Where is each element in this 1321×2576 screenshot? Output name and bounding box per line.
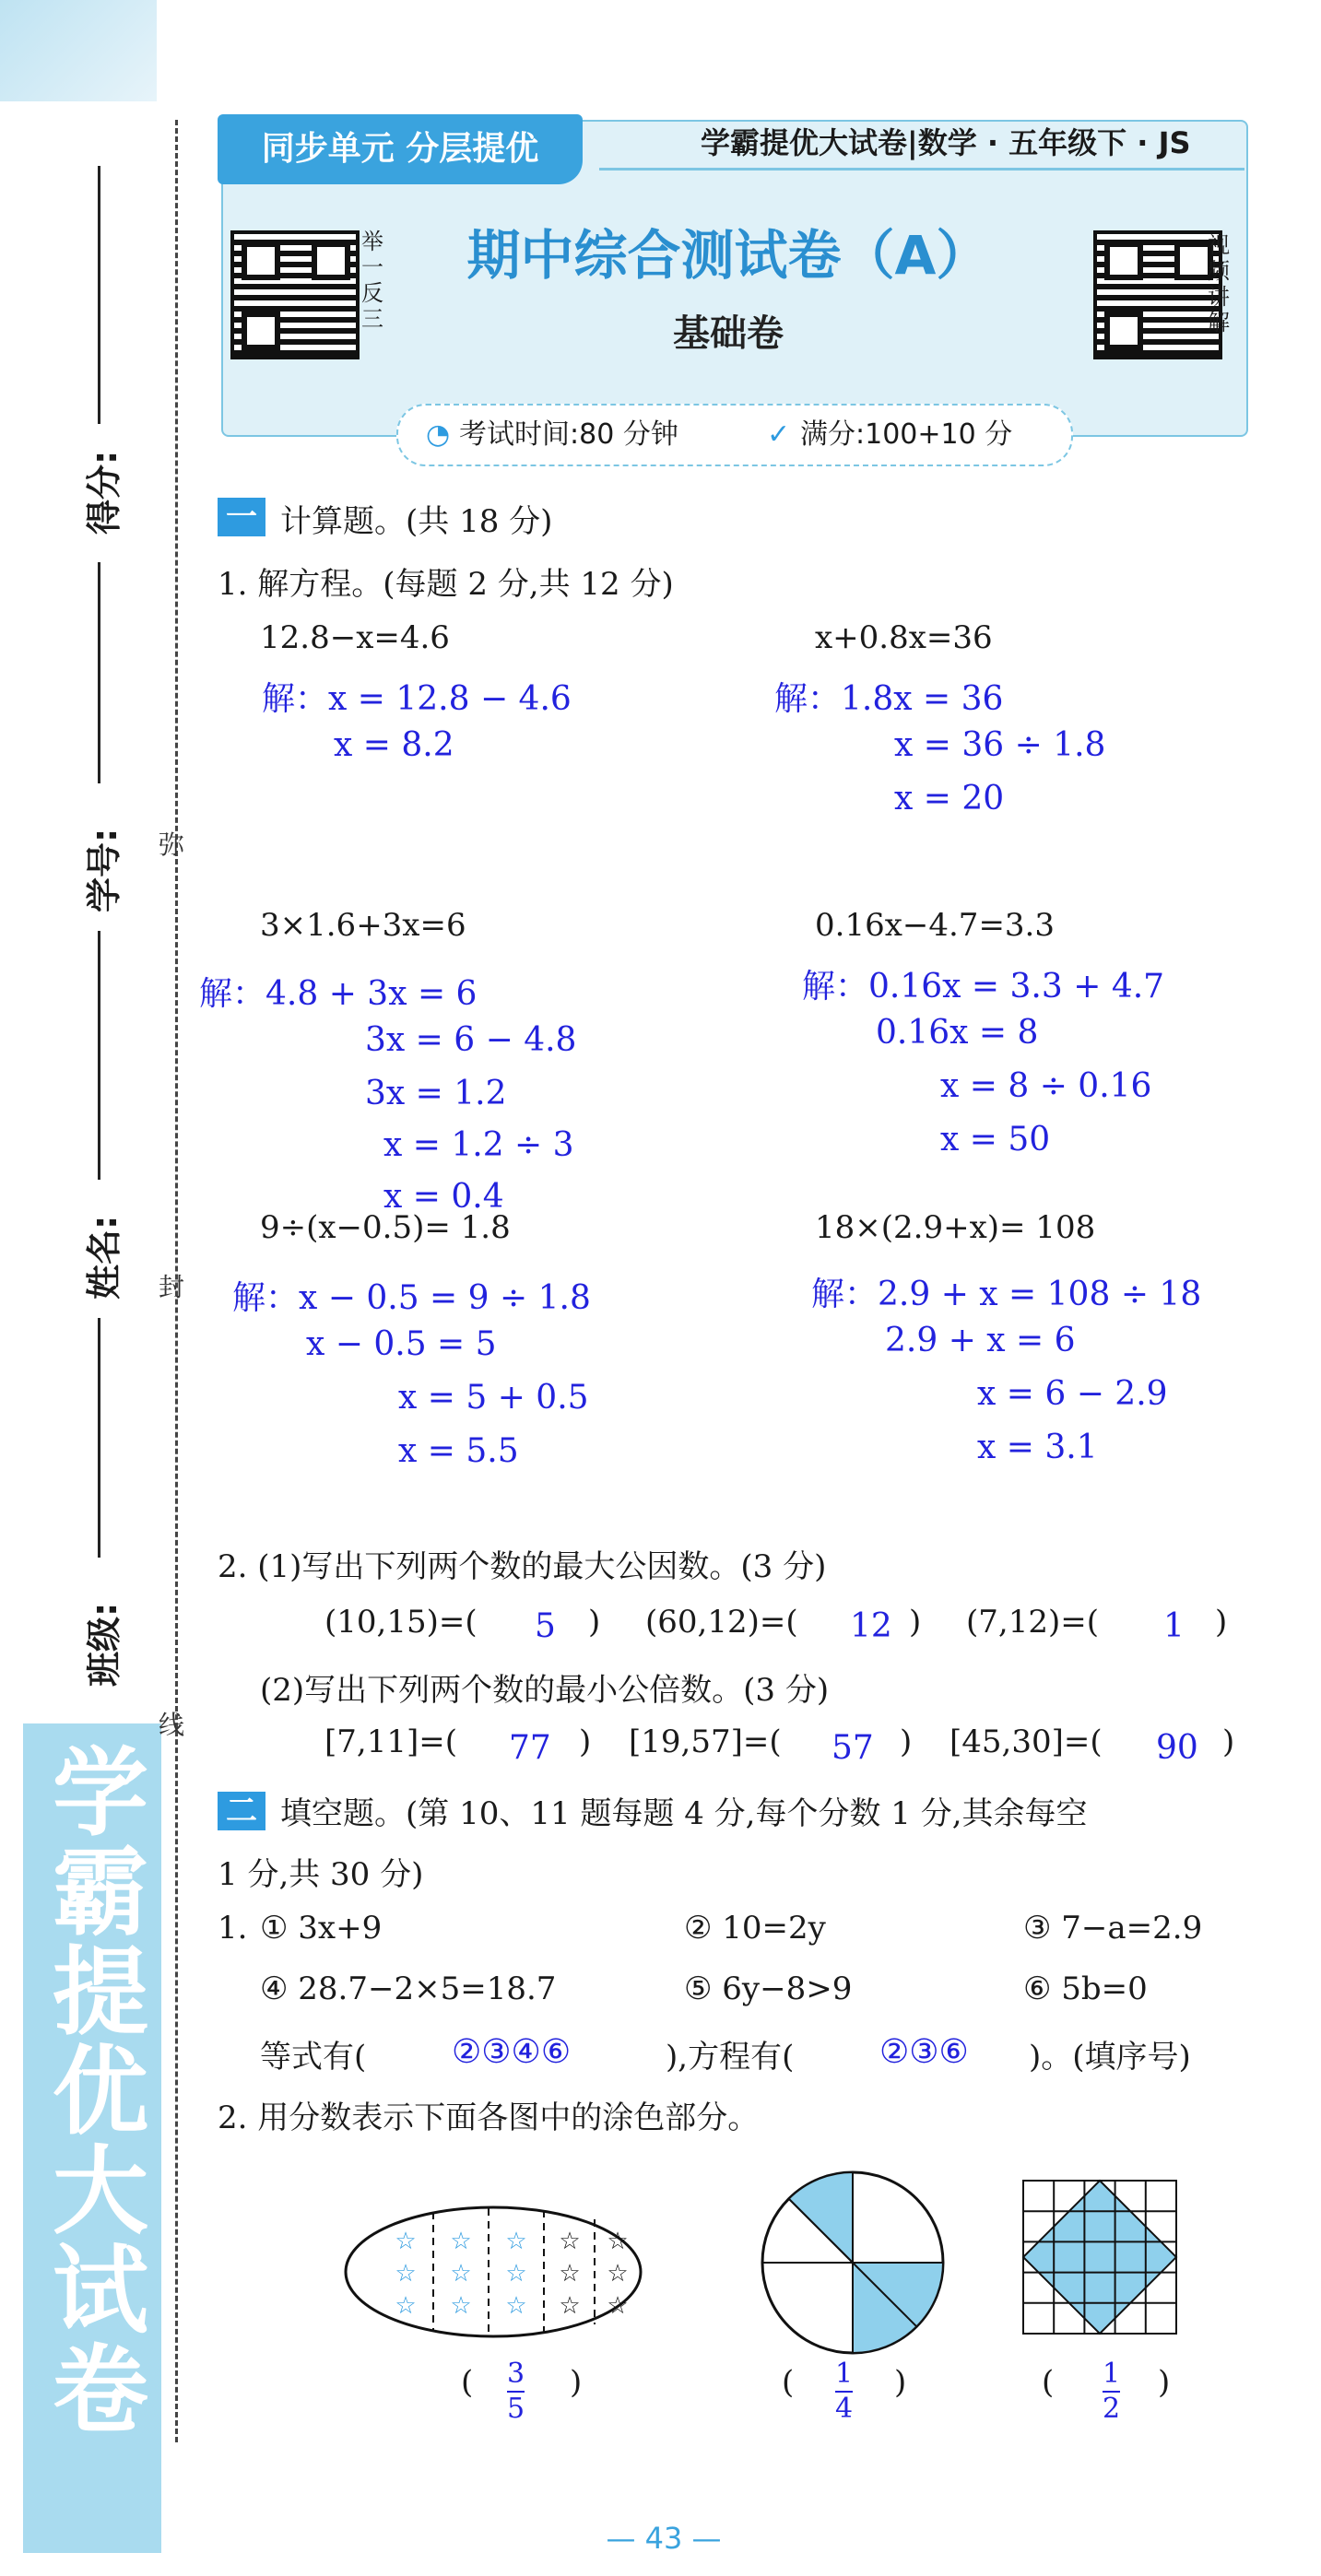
frac2-num: 1 bbox=[835, 2358, 854, 2390]
lcm-2-expr: [19,57]=( bbox=[629, 1723, 782, 1760]
eq4-step2: 0.16x = 8 bbox=[876, 1014, 1039, 1052]
series-underline bbox=[599, 168, 1244, 171]
eq5-step4: x = 5.5 bbox=[398, 1432, 519, 1470]
page-dash-left: — bbox=[606, 2521, 645, 2556]
qr-right-label: 视频讲解 bbox=[1208, 232, 1230, 335]
frac1-answer bbox=[507, 2359, 525, 2424]
time-label: 考试时间:80 分钟 bbox=[459, 418, 678, 451]
s2-q1-item3: ③ 7−a=2.9 bbox=[1023, 1910, 1203, 1947]
eq1-step2: x = 8.2 bbox=[334, 726, 454, 764]
qr-left-label: 举一反三 bbox=[361, 229, 383, 332]
eq5-step3: x = 5 + 0.5 bbox=[398, 1379, 589, 1417]
eq2-step2: x = 36 ÷ 1.8 bbox=[894, 726, 1106, 764]
svg-text:☆: ☆ bbox=[395, 2228, 417, 2255]
gcd-2-answer: 12 bbox=[850, 1607, 892, 1645]
score-label: 得分: bbox=[84, 450, 124, 535]
section2-title-line1: 填空题。(第 10、11 题每题 4 分,每个分数 1 分,其余每空 bbox=[280, 1795, 1088, 1832]
frac2-open: ( bbox=[782, 2364, 795, 2401]
figure-grid-square bbox=[1020, 2177, 1180, 2337]
eq6-problem: 18×(2.9+x)= 108 bbox=[815, 1209, 1096, 1246]
fangcheng-answer: ②③⑥ bbox=[879, 2033, 969, 2071]
clock-icon: ◔ bbox=[426, 418, 451, 451]
left-top-decoration bbox=[0, 0, 157, 101]
s2-q2-label: 2. 用分数表示下面各图中的涂色部分。 bbox=[218, 2100, 760, 2136]
eq5-problem: 9÷(x−0.5)= 1.8 bbox=[260, 1209, 511, 1246]
exam-info-bar bbox=[396, 404, 1073, 466]
qr-code-left[interactable] bbox=[230, 230, 360, 359]
q2-part2-label: (2)写出下列两个数的最小公倍数。(3 分) bbox=[260, 1672, 830, 1709]
page-number bbox=[590, 2521, 737, 2556]
cut-char-2: 封 bbox=[159, 1272, 185, 1302]
section1-badge: 一 bbox=[218, 498, 265, 536]
svg-text:☆: ☆ bbox=[607, 2292, 629, 2320]
eq3-step2: 3x = 6 − 4.8 bbox=[365, 1021, 577, 1059]
frac1-open: ( bbox=[461, 2364, 474, 2401]
equation-answer: ②③④⑥ bbox=[452, 2033, 572, 2071]
frac2-den: 4 bbox=[835, 2393, 854, 2425]
lcm-2-close: ) bbox=[900, 1723, 913, 1760]
name-label: 姓名: bbox=[84, 1215, 124, 1300]
eq6-step2: 2.9 + x = 6 bbox=[885, 1322, 1076, 1359]
frac3-num: 1 bbox=[1103, 2358, 1121, 2390]
gcd-1-close: ) bbox=[588, 1604, 601, 1641]
eq3-step4: x = 1.2 ÷ 3 bbox=[383, 1126, 574, 1164]
svg-text:☆: ☆ bbox=[607, 2228, 629, 2255]
eq5-step1: 解：x − 0.5 = 9 ÷ 1.8 bbox=[232, 1279, 591, 1317]
gcd-3-close: ) bbox=[1215, 1604, 1228, 1641]
lcm-3-answer: 90 bbox=[1156, 1729, 1198, 1767]
q2-label: 2. (1)写出下列两个数的最大公因数。(3 分) bbox=[218, 1548, 827, 1585]
class-line bbox=[98, 1318, 100, 1558]
eq3-step3: 3x = 1.2 bbox=[365, 1075, 507, 1112]
svg-text:☆: ☆ bbox=[395, 2260, 417, 2288]
svg-text:☆: ☆ bbox=[450, 2260, 472, 2288]
gcd-1-answer: 5 bbox=[535, 1607, 556, 1645]
eq3-step5: x = 0.4 bbox=[383, 1178, 504, 1216]
s2-q1-item6: ⑥ 5b=0 bbox=[1023, 1970, 1148, 2007]
exam-subtitle: 基础卷 bbox=[673, 312, 784, 355]
s2-q1-item1: ① 3x+9 bbox=[260, 1910, 383, 1947]
frac1-den: 5 bbox=[507, 2393, 525, 2425]
check-icon: ✓ bbox=[767, 418, 791, 451]
gcd-3-answer: 1 bbox=[1163, 1607, 1185, 1645]
brand-vertical-title: 学霸提优大试卷 bbox=[36, 1742, 149, 2439]
frac1-num: 3 bbox=[507, 2358, 525, 2390]
frac2-answer bbox=[835, 2359, 853, 2424]
eq3-step1: 解：4.8 + 3x = 6 bbox=[199, 975, 478, 1013]
svg-text:☆: ☆ bbox=[505, 2228, 527, 2255]
q1-label: 1. 解方程。(每题 2 分,共 12 分) bbox=[218, 566, 674, 603]
eq3-problem: 3×1.6+3x=6 bbox=[260, 907, 466, 944]
name-line bbox=[98, 931, 100, 1180]
svg-text:☆: ☆ bbox=[559, 2260, 581, 2288]
frac3-den: 2 bbox=[1103, 2393, 1121, 2425]
class-label: 班级: bbox=[84, 1602, 124, 1687]
lcm-3-expr: [45,30]=( bbox=[949, 1723, 1103, 1760]
eq5-step2: x − 0.5 = 5 bbox=[306, 1325, 497, 1363]
cut-char-3: 线 bbox=[159, 1710, 185, 1740]
s2-q1-label: 1. bbox=[218, 1910, 248, 1947]
frac3-open: ( bbox=[1042, 2364, 1055, 2401]
frac3-answer bbox=[1103, 2359, 1120, 2424]
svg-text:☆: ☆ bbox=[450, 2292, 472, 2320]
svg-text:☆: ☆ bbox=[505, 2292, 527, 2320]
eq1-problem: 12.8−x=4.6 bbox=[260, 619, 450, 656]
s2-q1-item2: ② 10=2y bbox=[684, 1910, 826, 1947]
eq6-step4: x = 3.1 bbox=[977, 1429, 1098, 1466]
eq2-step3: x = 20 bbox=[894, 780, 1005, 817]
lcm-1-close: ) bbox=[579, 1723, 592, 1760]
eq6-step1: 解：2.9 + x = 108 ÷ 18 bbox=[811, 1276, 1202, 1313]
eq4-problem: 0.16x−4.7=3.3 bbox=[815, 907, 1055, 944]
svg-text:☆: ☆ bbox=[450, 2228, 472, 2255]
figure-circle bbox=[756, 2166, 949, 2359]
section2-title-line2: 1 分,共 30 分) bbox=[218, 1856, 424, 1893]
eq4-step1: 解：0.16x = 3.3 + 4.7 bbox=[802, 968, 1165, 1006]
page-number-value: 43 bbox=[644, 2521, 683, 2556]
eq6-step3: x = 6 − 2.9 bbox=[977, 1375, 1168, 1413]
section2-badge: 二 bbox=[218, 1792, 265, 1830]
gcd-2-close: ) bbox=[909, 1604, 922, 1641]
frac1-close: ) bbox=[570, 2364, 583, 2401]
student-no-label: 学号: bbox=[84, 828, 124, 912]
svg-text:☆: ☆ bbox=[559, 2292, 581, 2320]
svg-text:☆: ☆ bbox=[559, 2228, 581, 2255]
eq4-step3: x = 8 ÷ 0.16 bbox=[940, 1067, 1152, 1105]
svg-text:☆: ☆ bbox=[607, 2260, 629, 2288]
unit-tag: 同步单元 分层提优 bbox=[218, 114, 583, 184]
eq2-step1: 解：1.8x = 36 bbox=[774, 680, 1004, 718]
svg-text:☆: ☆ bbox=[395, 2292, 417, 2320]
exam-title: 期中综合测试卷（A） bbox=[466, 224, 990, 287]
series-title: 学霸提优大试卷|数学 · 五年级下 · JS bbox=[701, 125, 1191, 160]
eq1-step1: 解：x = 12.8 − 4.6 bbox=[262, 680, 572, 718]
lcm-1-expr: [7,11]=( bbox=[324, 1723, 457, 1760]
frac3-close: ) bbox=[1158, 2364, 1171, 2401]
gcd-3-expr: (7,12)=( bbox=[966, 1604, 1099, 1641]
qr-code-right[interactable] bbox=[1093, 230, 1222, 359]
score-total-label: 满分:100+10 分 bbox=[800, 418, 1013, 451]
cut-char-1: 弥 bbox=[159, 829, 185, 860]
gcd-1-expr: (10,15)=( bbox=[324, 1604, 478, 1641]
section1-title: 计算题。(共 18 分) bbox=[280, 503, 553, 540]
svg-text:☆: ☆ bbox=[505, 2260, 527, 2288]
score-line bbox=[98, 166, 100, 424]
s2-q1-item5: ⑤ 6y−8>9 bbox=[684, 1970, 853, 2007]
eq4-step4: x = 50 bbox=[940, 1121, 1051, 1159]
figure-ellipse-stars bbox=[341, 2203, 645, 2341]
equation-suffix: )。(填序号) bbox=[1029, 2039, 1191, 2076]
lcm-3-close: ) bbox=[1222, 1723, 1235, 1760]
frac2-close: ) bbox=[894, 2364, 907, 2401]
lcm-2-answer: 57 bbox=[832, 1729, 874, 1767]
student-no-line bbox=[98, 562, 100, 783]
equation-prefix: 等式有( bbox=[260, 2039, 367, 2076]
lcm-1-answer: 77 bbox=[509, 1729, 551, 1767]
page-dash-right: — bbox=[682, 2521, 722, 2556]
gcd-2-expr: (60,12)=( bbox=[645, 1604, 798, 1641]
equation-mid: ),方程有( bbox=[666, 2039, 795, 2076]
eq2-problem: x+0.8x=36 bbox=[815, 619, 993, 656]
s2-q1-item4: ④ 28.7−2×5=18.7 bbox=[260, 1970, 557, 2007]
